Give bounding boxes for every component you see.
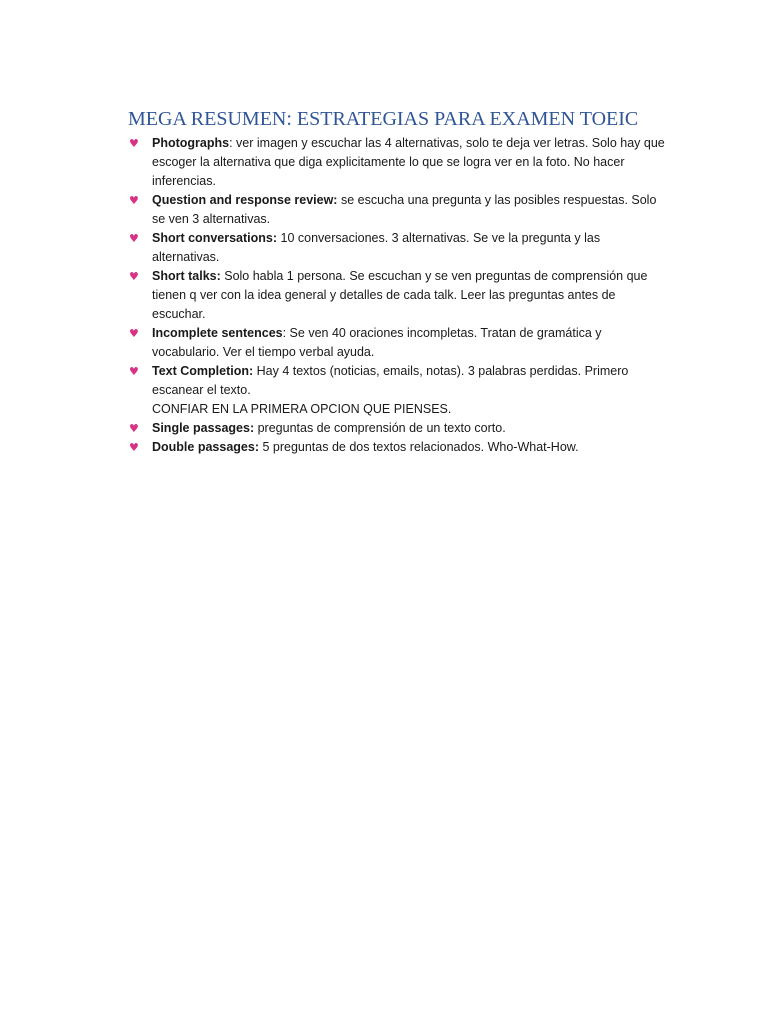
heart-icon: ♥ — [129, 441, 139, 454]
item-text: Solo habla 1 persona. Se escuchan y se ven preguntas de comprensión que tienen q ver con la idea general y detalles de cada talk. Leer las preguntas antes de escuchar. — [152, 269, 648, 321]
heart-icon: ♥ — [129, 137, 139, 150]
list-item-short-talks — [128, 267, 668, 324]
item-note: CONFIAR EN LA PRIMERA OPCION QUE PIENSES. — [152, 402, 452, 416]
item-text: : ver imagen y escuchar las 4 alternativas, solo te deja ver letras. Solo hay que escoger la alternativa que diga explicitamente lo que se logra ver en la foto. No hacer inferencias. — [152, 136, 665, 188]
list-item-question-response — [128, 191, 668, 229]
item-text: 10 conversaciones. 3 alternativas. Se ve la pregunta y las alternativas. — [152, 231, 601, 264]
item-text: 5 preguntas de dos textos relacionados. Who-What-How. — [258, 440, 579, 454]
document-title: MEGA RESUMEN: ESTRATEGIAS PARA EXAMEN TOEIC — [128, 108, 639, 130]
item-label: Incomplete sentences — [152, 326, 283, 340]
item-text: se escucha una pregunta y las posibles respuestas. Solo se ven 3 alternativas. — [152, 193, 657, 226]
list-item-single-passages — [128, 419, 668, 438]
list-item-incomplete-sentences — [128, 324, 668, 362]
heart-icon: ♥ — [129, 194, 139, 207]
item-label: Short talks: — [152, 269, 221, 283]
list-item-photographs — [128, 134, 668, 191]
list-item-short-conversations — [128, 229, 668, 267]
item-label: Short conversations: — [152, 231, 278, 245]
heart-icon: ♥ — [129, 422, 139, 435]
heart-icon: ♥ — [129, 365, 139, 378]
heart-icon: ♥ — [129, 327, 139, 340]
heart-icon: ♥ — [129, 232, 139, 245]
item-text: : Se ven 40 oraciones incompletas. Tratan de gramática y vocabulario. Ver el tiempo verbal ayuda. — [152, 326, 602, 359]
list-item-double-passages — [128, 438, 668, 457]
item-label: Question and response review: — [152, 193, 338, 207]
item-label: Single passages: — [152, 421, 255, 435]
item-label: Photographs — [152, 136, 230, 150]
item-text: preguntas de comprensión de un texto corto. — [254, 421, 506, 435]
item-label: Text Completion: — [152, 364, 254, 378]
strategy-list — [128, 134, 668, 457]
list-item-text-completion — [128, 362, 668, 419]
item-text: Hay 4 textos (noticias, emails, notas). 3 palabras perdidas. Primero escanear el texto. — [152, 364, 629, 397]
item-label: Double passages: — [152, 440, 259, 454]
heart-icon: ♥ — [129, 270, 139, 283]
